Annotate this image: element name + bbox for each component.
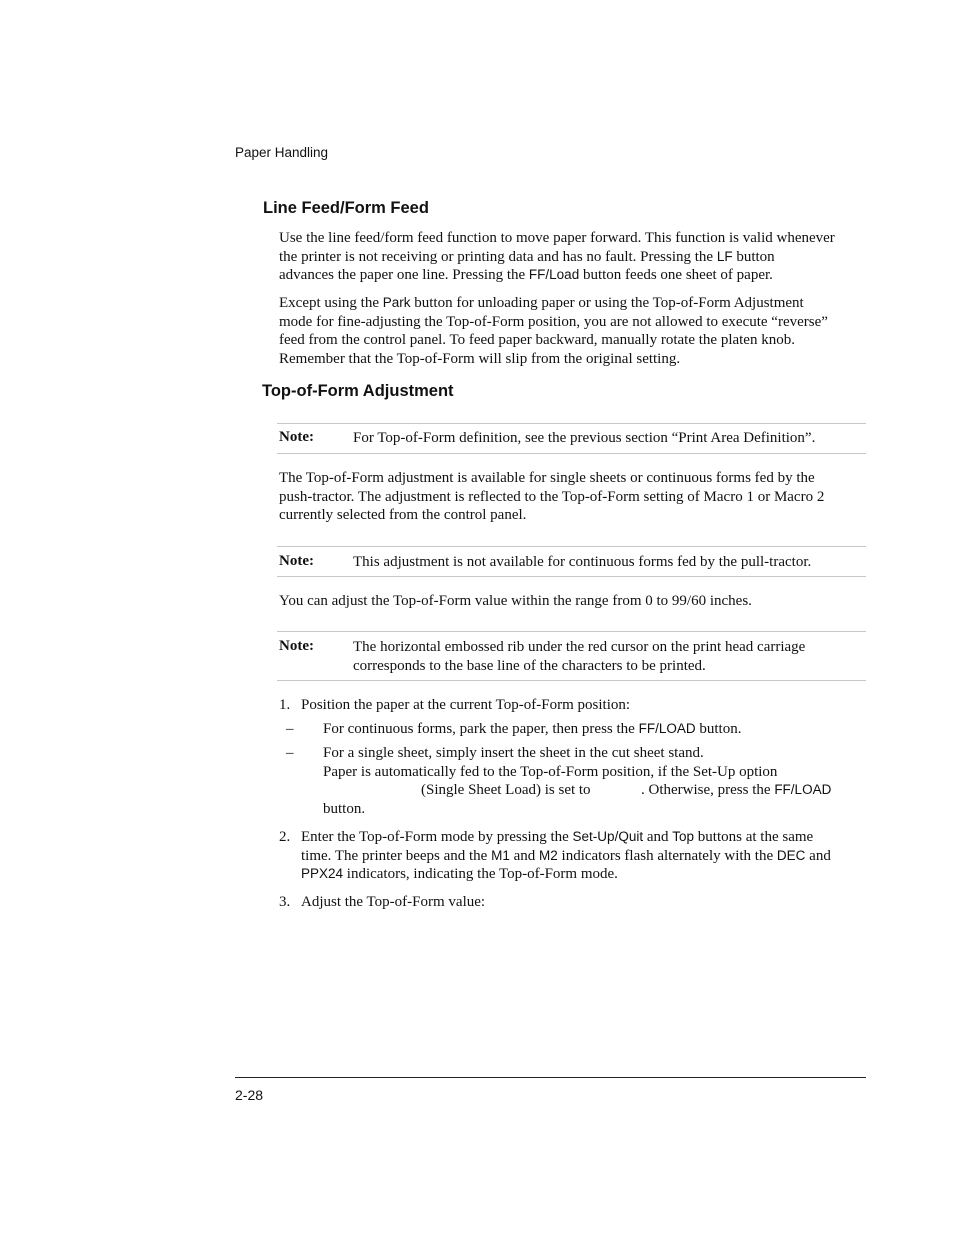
- note-text: [353, 638, 858, 675]
- steps-list: [279, 696, 869, 917]
- lf-button-ref: LF: [716, 248, 733, 264]
- text-line-end: [641, 781, 831, 800]
- sub-text: [323, 720, 741, 739]
- dec-indicator-ref: DEC: [776, 847, 806, 863]
- text-line: [323, 781, 868, 800]
- tof-paragraph-2: You can adjust the Top-of-Form value within the range from 0 to 99/60 inches.: [279, 593, 752, 609]
- note-label: Note:: [279, 638, 314, 654]
- m2-indicator-ref: M2: [539, 847, 558, 863]
- text: push-tractor. The adjustment is reflected to the Top-of-Form setting of Macro 1 or Macro 2: [279, 488, 825, 505]
- text: . Otherwise, press the: [641, 782, 775, 799]
- text: For a single sheet, simply insert the sheet in the cut sheet stand.: [323, 745, 704, 761]
- note-box-3: [277, 631, 866, 681]
- text: indicators, indicating the Top-of-Form mode.: [343, 866, 618, 883]
- text: button.: [323, 800, 366, 817]
- dash: –: [286, 721, 294, 737]
- text: the printer is not receiving or printing data and has no fault. Pressing the: [279, 248, 717, 265]
- text: mode for fine-adjusting the Top-of-Form position, you are not allowed to execute “reverse”: [279, 313, 828, 330]
- note-label: Note:: [279, 429, 314, 445]
- text: corresponds to the base line of the characters to be printed.: [353, 657, 706, 674]
- step-1: [279, 696, 869, 720]
- text: and: [805, 847, 831, 864]
- step-number: 3.: [279, 894, 291, 910]
- step-1-sub-2: [279, 744, 869, 828]
- text: Remember that the Top-of-Form will slip from the original setting.: [279, 350, 681, 367]
- line-feed-paragraph-2: [279, 294, 867, 368]
- step-text: [301, 828, 869, 884]
- ffload-button-ref: FF/Load: [528, 267, 580, 283]
- top-button-ref: Top: [672, 829, 695, 844]
- text: button feeds one sheet of paper.: [579, 267, 773, 284]
- text: and: [643, 829, 673, 845]
- setup-quit-button-ref: Set-Up/Quit: [572, 829, 644, 844]
- step-number: 2.: [279, 829, 291, 845]
- ffload-button-ref: FF/LOAD: [638, 721, 696, 736]
- line-feed-paragraph-1: [279, 229, 867, 285]
- footer-rule: [235, 1077, 866, 1078]
- text: feed from the control panel. To feed paper backward, manually rotate the platen knob.: [279, 332, 795, 349]
- text: Except using the: [279, 295, 383, 311]
- running-header: Paper Handling: [235, 145, 329, 160]
- step-text: Adjust the Top-of-Form value:: [301, 894, 486, 910]
- tof-paragraph-1: [279, 469, 867, 525]
- text: Use the line feed/form feed function to move paper forward. This function is valid whenever: [279, 230, 835, 246]
- heading-line-feed: Line Feed/Form Feed: [263, 199, 429, 217]
- note-label: Note:: [279, 553, 314, 569]
- text: The Top-of-Form adjustment is available for single sheets or continuous forms fed by the: [279, 470, 815, 486]
- step-1-sub-1: [279, 720, 869, 744]
- text: For continuous forms, park the paper, then press the: [323, 721, 639, 737]
- note-box-1: [277, 423, 866, 454]
- heading-tof-adjustment: Top-of-Form Adjustment: [262, 382, 454, 400]
- text: buttons at the same: [694, 829, 814, 845]
- park-button-ref: Park: [382, 295, 411, 310]
- step-text: Position the paper at the current Top-of-Form position:: [301, 697, 631, 713]
- text: button for unloading paper or using the Top-of-Form Adjustment: [410, 295, 804, 311]
- step-number: 1.: [279, 697, 291, 713]
- text: currently selected from the control panel.: [279, 507, 527, 524]
- note-text: For Top-of-Form definition, see the previous section “Print Area Definition”.: [353, 430, 816, 446]
- dash: –: [286, 745, 294, 761]
- text: Enter the Top-of-Form mode by pressing the: [301, 829, 573, 845]
- note-box-2: [277, 546, 866, 577]
- text: button: [732, 248, 775, 265]
- ppx24-indicator-ref: PPX24: [301, 866, 344, 882]
- text: and: [509, 847, 540, 864]
- m1-indicator-ref: M1: [491, 847, 510, 863]
- text: advances the paper one line. Pressing the: [279, 267, 529, 284]
- note-text: This adjustment is not available for continuous forms fed by the pull-tractor.: [353, 554, 812, 570]
- text: indicators flash alternately with the: [557, 847, 777, 864]
- sub-text: [323, 744, 868, 818]
- ffload-button-ref: FF/LOAD: [774, 782, 832, 798]
- text: button.: [695, 721, 742, 737]
- step-2: [279, 828, 869, 893]
- text: (Single Sheet Load) is set to: [421, 782, 591, 799]
- page-number: 2-28: [235, 1087, 264, 1103]
- text: The horizontal embossed rib under the red cursor on the print head carriage: [353, 639, 806, 655]
- text: Paper is automatically fed to the Top-of-Form position, if the Set-Up option: [323, 763, 778, 780]
- text: time. The printer beeps and the: [301, 847, 492, 864]
- step-3: [279, 893, 869, 917]
